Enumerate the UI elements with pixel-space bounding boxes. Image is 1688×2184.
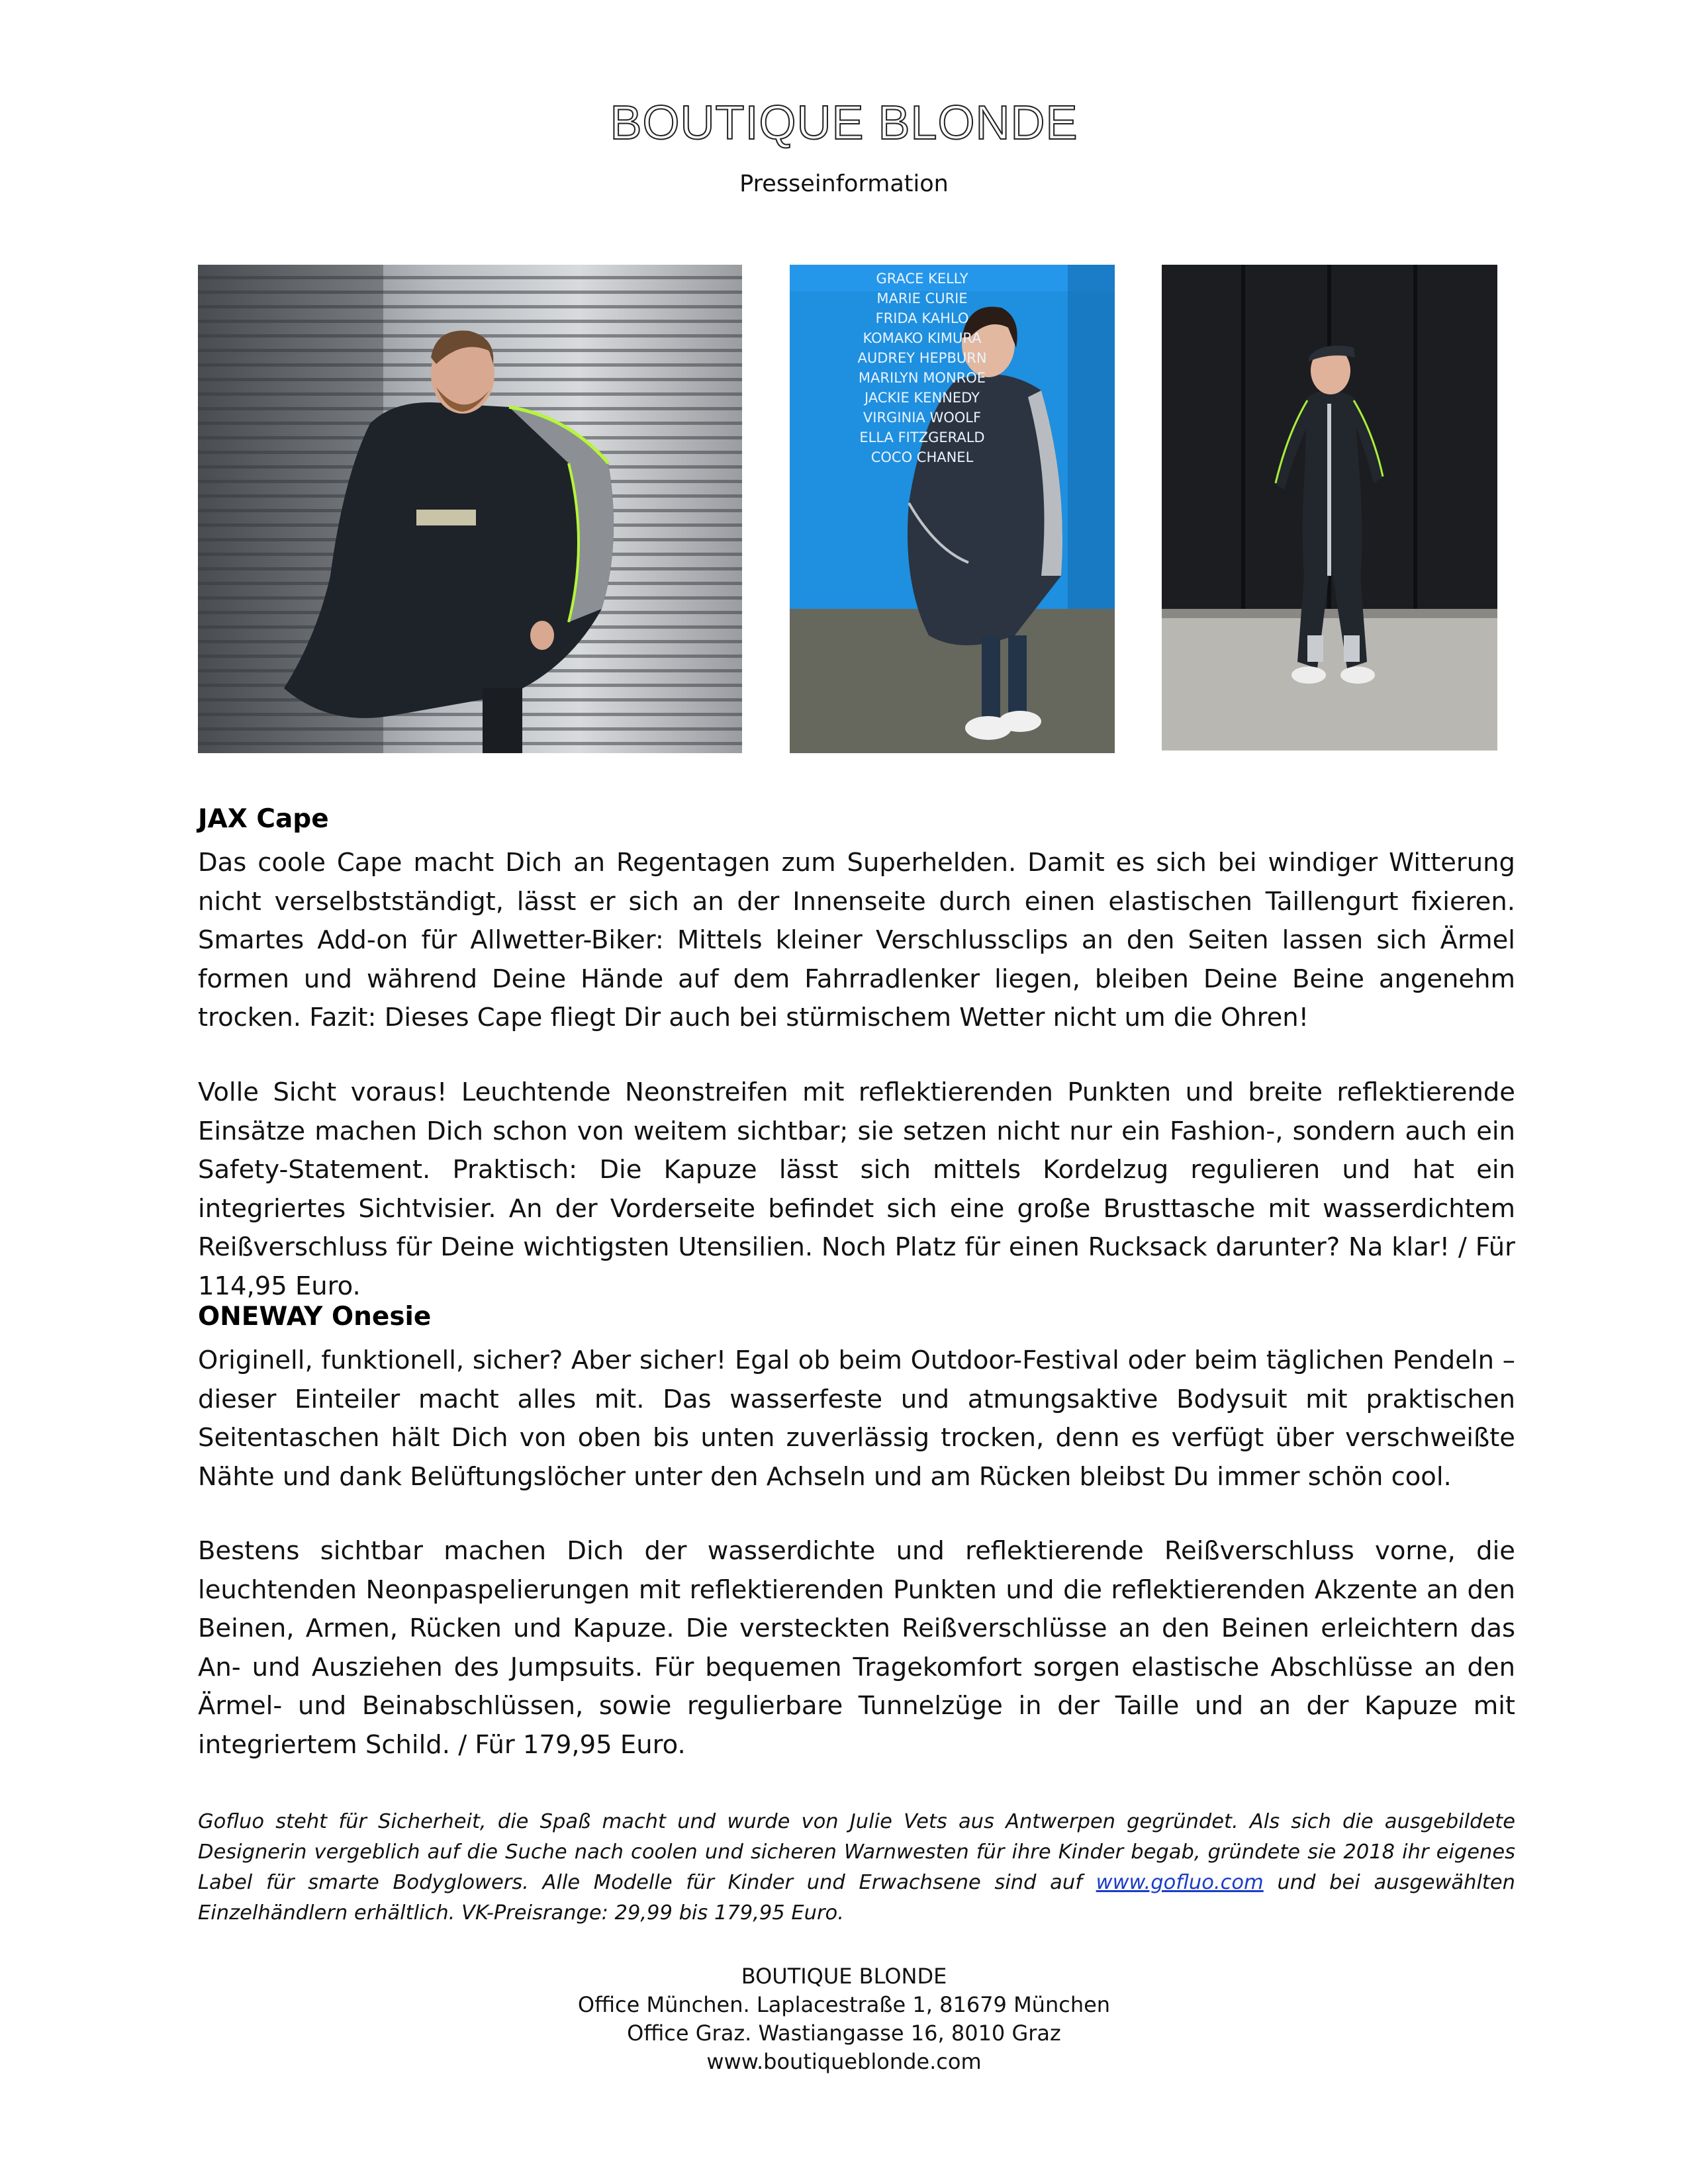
wall-name: FRIDA KAHLO bbox=[875, 310, 969, 326]
paragraph: Das coole Cape macht Dich an Regentagen zum Superhelden. Damit es sich bei windiger Witterung nicht verselbstständigt, lässt er sich an der Innenseite durch einen elastischen Taillengurt fixieren. Smartes Add-on für Allwetter-Biker: Mittels kleiner Verschlussclips an den Seiten lassen sich Ärmel formen und während Deine Hände auf dem Fahrradlenker liegen, bleiben Deine Beine angenehm trocken. Fazit: Dieses Cape fliegt Dir auch bei stürmischem Wetter nicht um die Ohren! bbox=[198, 848, 1515, 1032]
section-title-jax-cape: JAX Cape bbox=[198, 804, 329, 834]
address-company-name: BOUTIQUE BLONDE bbox=[741, 1964, 947, 1989]
address-website: www.boutiqueblonde.com bbox=[706, 2049, 982, 2074]
paragraph: Bestens sichtbar machen Dich der wasserdichte und reflektierende Reißverschluss vorne, die leuchtenden Neonpaspelierungen mit reflektierenden Punkten und die reflektierenden Akzente an den Beinen, Armen, Rücken und Kapuze. Die versteckten Reißverschlüsse an den Beinen erleichtern das An- und Ausziehen des Jumpsuits. Für bequemen Tragekomfort sorgen elastische Abschlüsse an den Ärmel- und Beinabschlüssen, sowie regulierbare Tunnelzüge in der Taille und an der Kapuze mit integriertem Schild. / Für 179,95 Euro. bbox=[198, 1536, 1515, 1760]
page-subtitle: Presseinformation bbox=[739, 171, 949, 197]
photo-jax-cape-man bbox=[198, 265, 742, 753]
photo-jax-cape-woman bbox=[790, 265, 1115, 753]
section-jax-cape-paragraph-1 bbox=[198, 844, 1515, 1038]
photo-oneway-onesie bbox=[1162, 265, 1497, 751]
paragraph: Originell, funktionell, sicher? Aber sicher! Egal ob beim Outdoor-Festival oder beim täglichen Pendeln – dieser Einteiler macht alles mit. Das wasserfeste und atmungsaktive Bodysuit mit praktischen Seitentaschen hält Dich von oben bis unten zuverlässig trocken, denn es verfügt über verschweißte Nähte und dank Belüftungslöcher unter den Achseln und am Rücken bleibst Du immer schön cool. bbox=[198, 1345, 1515, 1492]
wall-name: AUDREY HEPBURN bbox=[857, 350, 987, 366]
note-text-after-link: und bei ausgewählten Einzelhändlern erhältlich. VK-Preisrange: 29,99 bis 179,95 Euro. bbox=[198, 1871, 1515, 1925]
wall-name: JACKIE KENNEDY bbox=[865, 390, 980, 406]
company-note bbox=[198, 1807, 1515, 1929]
note-text-before-link: Gofluo steht für Sicherheit, die Spaß macht und wurde von Julie Vets aus Antwerpen gegründet. Als sich die ausgebildete Designerin vergeblich auf die Suche nach coolen und sicheren Warnwesten für ihre Kinder begab, gründete sie 2018 ihr eigenes Label für smarte Bodyglowers. Alle Modelle für Kinder und Erwachsene sind auf bbox=[198, 1810, 1515, 1894]
wall-name: ELLA FITZGERALD bbox=[859, 430, 985, 445]
section-oneway-paragraph-1 bbox=[198, 1342, 1515, 1496]
address-office-graz: Office Graz. Wastiangasse 16, 8010 Graz bbox=[627, 2021, 1061, 2046]
wall-name: COCO CHANEL bbox=[870, 449, 974, 465]
section-title-oneway-onesie: ONEWAY Onesie bbox=[198, 1302, 432, 1332]
section-oneway-paragraph-2 bbox=[198, 1532, 1515, 1764]
brand-logo: BOUTIQUE BLONDE bbox=[610, 97, 1078, 150]
address-block bbox=[0, 1962, 1688, 2076]
wall-name: KOMAKO KIMURA bbox=[863, 330, 982, 346]
paragraph: Volle Sicht voraus! Leuchtende Neonstreifen mit reflektierenden Punkten und breite reflektierende Einsätze machen Dich schon von weitem sichtbar; sie setzen nicht nur ein Fashion-, sondern auch ein Safety-Statement. Praktisch: Die Kapuze lässt sich mittels Kordelzug regulieren und hat ein integriertes Sichtvisier. An der Vorderseite befindet sich eine große Brusttasche mit wasserdichtem Reißverschluss für Deine wichtigsten Utensilien. Noch Platz für einen Rucksack darunter? Na klar! / Für 114,95 Euro. bbox=[198, 1077, 1515, 1301]
wall-name: VIRGINIA WOOLF bbox=[863, 410, 982, 426]
address-office-munich: Office München. Laplacestraße 1, 81679 München bbox=[577, 1992, 1111, 2017]
wall-name: MARIE CURIE bbox=[876, 291, 968, 306]
wall-name: MARILYN MONROE bbox=[858, 370, 986, 386]
wall-name: GRACE KELLY bbox=[876, 271, 968, 287]
gofluo-link[interactable]: www.gofluo.com bbox=[1096, 1871, 1264, 1894]
section-jax-cape-paragraph-2 bbox=[198, 1073, 1515, 1306]
wall-names-list bbox=[829, 269, 1015, 467]
